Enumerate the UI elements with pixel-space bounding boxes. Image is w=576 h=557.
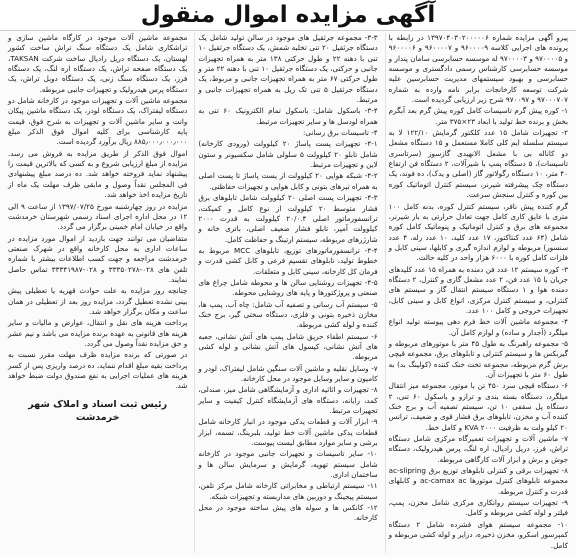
notice-columns bbox=[5, 33, 571, 553]
column-middle bbox=[194, 33, 380, 553]
notice-paragraph: گرم کننده پیش نافر، سیستم کنترل کوره، بدنه کامل ۱۰۰ متری با عایق کاری کامل جهت تعادل حرارتی به بار شیرنر، مجموعه های برق و کنترل اتوماتیک و پنوماتیک کامل کوره شامل (۶۴ عدد کنتاکتور، ۱۷ عدد کلید، ۱۰ عدد رله، ۴ عدد سنسور) مربوطه و لوازم اندازه گیری و کابلها، سینی کابل و فلزات کامل کوره با ۶۰۰۰ هزار واحد در کلیه حالت. bbox=[388, 201, 568, 263]
column-right bbox=[385, 33, 571, 553]
notice-paragraph: مجموعه ماشین آلات و تجهیزات موجود در کارخانه شامل دو دستگاه لیفتراک، یک دستگاه لودر، یک دستگاه ماشین پیکان وانت و سایر ماشین آلات و تجهیزات به شرح فوق، قیمت پایه کارشناسی برای کلیه اموال فوق الذکر مبلغ ۸۸۵٫۰۰۰٫۰۰۰٫۰۰۰ ریال برآورد گردیده است. bbox=[8, 96, 188, 147]
notice-paragraph: مجموعه ماشین آلات موجود در کارگاه ماشین سازی و تراشکاری شامل یک دستگاه سنگ تراش ساخت کشور لهستان، یک دستگاه دریل رادیال ساخت شرکت TAKSAN، یک دستگاه صفحه تراش، یک دستگاه اره لنگ، یک دستگاه فرز، یک دستگاه سنگ زنی، یک دستگاه دوبل تراش، یک دستگاه پرس هیدرولیک و تجهیزات جانبی مربوطه. bbox=[8, 33, 188, 94]
notice-paragraph: ۴-۵- تجهیزات روشنایی سالن ها و محوطه شامل چراغ های صنعتی و پروژکتورها و پایه های روشنایی محوطه. bbox=[198, 277, 378, 298]
notice-paragraph: در صورتی که برنده مزایده ظرف مهلت مقرر نسبت به پرداخت بقیه مبلغ اقدام ننماید، ده درصد واریزی پس از کسر هزینه های عملیات اجرایی به نفع صندوق دولت ضبط خواهد شد. bbox=[8, 350, 188, 391]
notice-paragraph: ۳-۴- باسکول شامل: باسکول تمام الکترونیک ۶۰ تنی به همراه لودسل ها و سایر تجهیزات مرتبط. bbox=[198, 106, 378, 126]
notice-paragraph: ۶- دستگاه قیچی سرد ۴۵۰ تن با موتور، مجموعه میز انتقال میلگرد، دستگاه بسته بندی و ترازو و باسکول ۶۰ تنی، ۲ دستگاه پل سقفی ۱۰ تن، سیستم تصفیه آب و برج خنک کننده آب و مخزن، تابلوهای برق فشار قوی و ضعیف، ترانس ۲۰ کیلو ولت به ظرفیت ۲۰۰۰ KVA و کامل خط. bbox=[388, 381, 568, 432]
notice-paragraph: ۴- مجموعه ماشین آلات خط فرم دهی پیوسته تولید انواع میلگرد (آجدار و ساده) و لوازم کامل آن. bbox=[388, 317, 568, 337]
notice-paragraph: ۴-۲- شبکه هوایی ۲۰ کیلوولت از پست پاساژ تا پست اصلی به همراه تیرهای بتونی و کابل هوایی و تجهیزات حفاظتی. bbox=[198, 171, 378, 191]
notice-paragraph: پیرو آگهی مزایده شماره ۱۳۹۷۰۴۰۳۰۲۰۰۰۰۰۶ در رابطه با پرونده های اجرایی کلاسه ۹۶۰۰۰۰۹ و ۹۶۰۰۰۰۷ و ۹۶۰۰۰۰۶ و ۹۷۰۰۰۰۵ و ۹۷۰۰۰۰۳ له موسسه حسابرسی سامان پندار و موسسه حسابرسی کارشناس رسمی دادگستری و موسسه حسابرسی و بهبود سیستمهای مدیریت حسابرسین علیه شرکت توسعه کارخانجات برابر نامه وارده به شماره ۹۷۰۰۰۷۰۷ و ۹۷۰۰۹۷ شرح زیر ارزیابی گردیده است. bbox=[388, 33, 568, 105]
notice-paragraph: مزایده در روز چهارشنبه مورخ ۱۳۹۷/۰۷/۲۵ از ساعت ۹ الی ۱۲ در محل اداره اجرای اسناد رسمی شهرستان خرمدشت واقع در خیابان امام خمینی برگزار می گردد. bbox=[8, 201, 188, 232]
notice-paragraph: ۵- سیستم آب رسانی و تصفیه آب شامل: چاه آب، پمپ ها، مخازن ذخیره بتونی و فلزی، دستگاه سختی گیر، برج خنک کننده و لوله کشی مربوطه. bbox=[198, 299, 378, 330]
notice-paragraph: ۸- تجهیزات و اثاثیه اداری و آزمایشگاهی شامل میز، صندلی، کمد، رایانه، دستگاه های آزمایشگاه کنترل کیفیت و سایر تجهیزات مرتبط. bbox=[198, 385, 378, 416]
notice-title: آگهی مزایده اموال منقول bbox=[140, 2, 436, 28]
notice-paragraph: ۹- ابزار آلات و قطعات یدکی موجود در انبار کارخانه شامل قطعات یدکی ماشین آلات خط تولید، بلبرینگ، تسمه، ابزار برشی و سایر موارد مطابق لیست پیوست. bbox=[198, 417, 378, 448]
notice-paragraph: ۶- سیستم اطفاء حریق شامل پمپ های آتش نشانی، جعبه های آتش نشانی، کپسول های آتش نشانی و لوله کشی مربوطه. bbox=[198, 331, 378, 362]
notice-paragraph: ۲- تجهیزات شامل ۱۵ عدد کلکتور گرمایش ۱۲۲/۱۰ لا به سیستم سلسله ایم کلی کاملا مستعمل و ۱۵ دستگاه مشعل دو کاناله بی با مشعل الانهیدی گازسوز (سرتاسری تاسیسات)، ۵ دستگاه پمپ با شیرآلات، ۲ دستگاه فن ارتفاع ۴۰ متر، ۱۰ دستگاه رگولاتور گاز (اصلی و یدک)، ده فوند، یک دستگاه چک پیشرفته شیرنر، سیستم کنترل اتوماتیک کوره بین کوره و کنترل سنجش سرعت. bbox=[388, 128, 568, 200]
notice-paragraph: چنانچه روز مزایده به علت حوادث قهریه یا تعطیلی پیش بینی نشده تعطیل گردد، مزایده روز بعد از تعطیلی در همان ساعت و مکان برگزار خواهد شد. bbox=[8, 286, 188, 316]
notice-paragraph: ۷- ماشین آلات و تجهیزات تعمیرگاه مرکزی شامل دستگاه تراش، فرز، دریل رادیال، اره لنگ، پرس هیدرولیک، دستگاه جوش و برش و ابزار آلات کارگاهی مربوطه. bbox=[388, 434, 568, 464]
notice-paragraph: ۱- کوره پیش گرم تاسیسات کامل کوره پیش گرم بعد آبگرم بخش و برنده خط تولید با ابعاد ۲۳×۳۷۵ متر. bbox=[388, 106, 568, 126]
notice-paragraph: ۴- تاسیسات برق رسانی: bbox=[302, 128, 378, 138]
notice-paragraph: ۸- تجهیزات برقی و کنترلی تابلوهای توزیع برق ac-slipring مجموعه تابلوهای کنترل موتورها ac-camax ac و کابلهای قدرت و کنترل مربوطه. bbox=[388, 466, 568, 496]
notice-paragraph: ۱۱- سیستم ارتباطی و مخابراتی کارخانه شامل مرکز تلفن، سیستم پیجینگ و دوربین های مداربسته و تجهیزات شبکه. bbox=[198, 481, 378, 501]
notice-paragraph: ۵- مجموعه راهبرنگ به طول ۴۵ متر با موتورهای مربوطه و گیربکس ها و سیستم کنترلی و تابلوهای برق، مجموعه قیچی برش گرم مربوطه، مجموعه تخت خنک کننده (کولینگ بد) به طول ۶۰ متر با تجهیزات آن. bbox=[388, 338, 569, 379]
notice-paragraph: ۱۲- کانکس ها و سوله های پیش ساخته موجود در محل کارخانه. bbox=[198, 503, 378, 523]
notice-paragraph: ۳-۳- مجموعه جرثقیل های موجود در سالن تولید شامل یک دستگاه جرثقیل ۲۰ تنی تخلیه شمش، یک دستگاه جرثقیل ۱۰ تنی با دهنه ۲۲ و طول حرکتی ۱۳۸ متر به همراه تجهیزات جانبی و حرکتی، یک دستگاه جرثقیل ۱۰ تنی با دهنه ۲۲ متر و طول حرکتی ۶۷ متر به همراه تجهیزات جانبی و مربوط، یک دستگاه جرثقیل ۵ تنی تک ریل به همراه تجهیزات جانبی و مرتبط. bbox=[198, 33, 378, 105]
notice-paragraph: متقاضیان می توانند جهت بازدید از اموال مورد مزایده در ساعات اداری به محل کارخانه واقع در شهرک صنعتی خرمدشت مراجعه و جهت کسب اطلاعات بیشتر با شماره تلفن های ۰۲۸-۳۳۳۵۰۲۷۸ و ۰۲۸-۳۳۳۴۱۹۸۷ تماس حاصل نمایند. bbox=[8, 233, 188, 284]
notice-paragraph: ۹- تجهیزات سیستم روانکاری مرکزی شامل مخزن، پمپ، فیلتر و لوله کشی مربوطه و کامل. bbox=[388, 498, 568, 518]
notice-paragraph: ۳- کوره سیستم ۱۲ عدد فن دمنده به همراه ۱۵ عدد کلیدهای جریان با ۱۵ عدد فن، ۲ عدد مشعل گازی و کنترل، ۲ دستگاه دمنده هوا و ۱ دستگاه سیستم انتقال گاز و سیستم های کنترلی، و سیستم کنترل مرکزی، انواع کابل و سینی کابل، تجهیزات خروجی و کامل ۱۰۰ عدد. bbox=[388, 264, 569, 315]
notice-paragraph: ۷- وسایل نقلیه و ماشین آلات سنگین شامل لیفتراک، لودر و کامیون و سایر وسایل موجود در محل کارخانه. bbox=[198, 363, 378, 383]
notice-paragraph: پرداخت هزینه های نقل و انتقال، عوارض و مالیات و سایر هزینه های قانونی به عهده برنده مزایده می باشد و نیم عشر و حق مزایده نقداً وصول می گردد. bbox=[8, 318, 188, 348]
column-left bbox=[5, 33, 190, 553]
notice-paragraph: ۱۰- سایر تاسیسات و تجهیزات جانبی موجود در کارخانه شامل سیستم تهویه، گرمایش و سرمایش سالن ها و ساختمان اداری. bbox=[198, 449, 378, 480]
title-bar bbox=[0, 0, 576, 31]
notice-paragraph: ۴-۳- تجهیزات پست اصلی ۲۰ کیلوولت شامل تابلوهای برق فشار متوسط ۲۰ کیلوولت از نوع کامل و کمپکت، ترانسفورماتور اصلی ۲۰/۰.۴ کیلوولت به قدرت ۲۰۰۰ کیلوولت آمپر، تابلو فشار ضعیف اصلی، باتری خانه و شارژرهای مربوطه، سیستم ارتینگ و حفاظت کامل. bbox=[198, 193, 378, 244]
notice-paragraph: ۴-۱- تجهیزات پست پاساژ ۲۰ کیلوولت (ورودی کارخانه) شامل تابلو ۲۰ کیلوولت ۵ سلولی شامل سکسیونر و ستون لاین و تجهیزات مرتبط. bbox=[198, 139, 378, 170]
notice-paragraph: ۴-۴- ترانسفورماتورهای توزیع، تابلوهای MCC مربوط به خطوط تولید، تابلوهای تقسیم فرعی و کابل کشی قدرت و فرمان کل کارخانه، سینی کابل و متعلقات. bbox=[198, 245, 378, 276]
notice-paragraph: اموال فوق الذکر از طریق مزایده به فروش می رسد. مزایده از مبلغ ارزیابی شروع و به کسی که بالاترین قیمت را پیشنهاد نماید فروخته خواهد شد. ده درصد مبلغ پیشنهادی فی المجلس نقداً وصول و مابقی ظرف مهلت یک ماه از تاریخ مزایده اخذ خواهد شد. bbox=[8, 148, 188, 200]
signature: رئیس ثبت اسناد و املاک شهر خرمدشت bbox=[28, 398, 168, 423]
notice-paragraph: ۱۰- مجموعه سیستم هوای فشرده شامل ۲ دستگاه کمپرسور اسکرو، مخزن ذخیره، درایر و لوله کشی مربوطه و کامل. bbox=[388, 519, 568, 550]
